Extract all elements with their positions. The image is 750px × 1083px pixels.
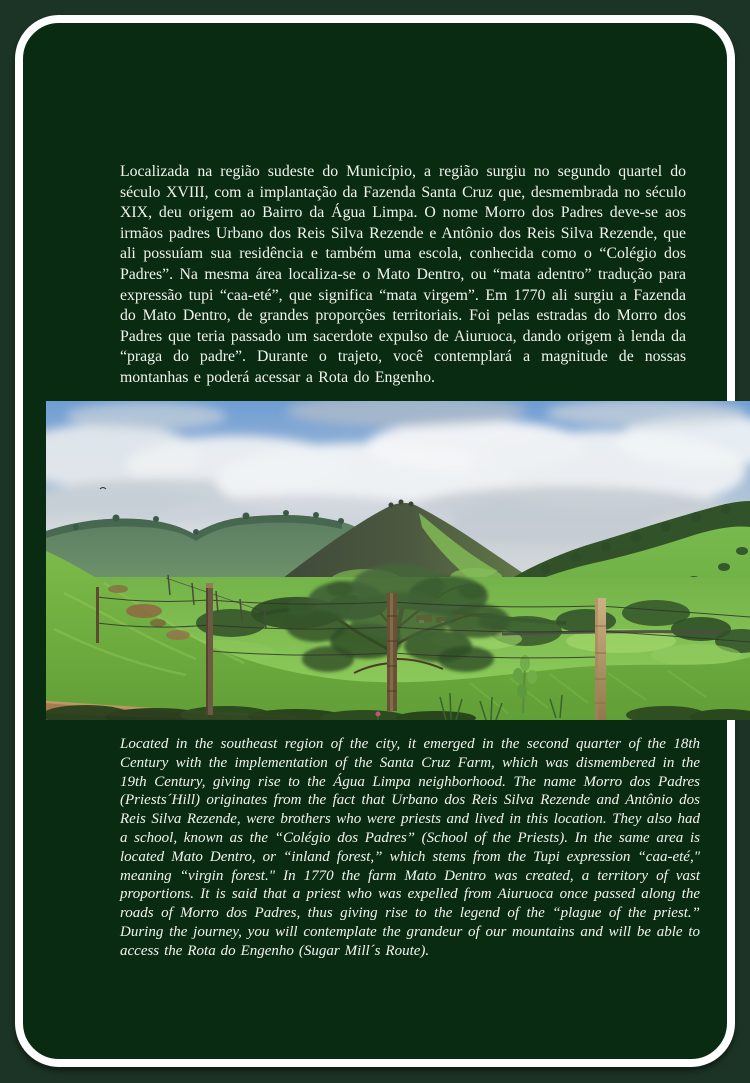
fence-stick <box>96 587 99 643</box>
intro-paragraph-pt: Localizada na região sudeste do Município, a região surgiu no segundo quartel do século XVIII, com a implantação da Fazenda Santa Cruz que, desmembrada no século XIX, deu origem ao Bairro da Água Limpa. O nome Morro dos Padres deve-se aos irmãos padres Urbano dos Reis Silva Rezende e Antônio dos Reis Silva Rezende, que ali possuíam sua residência e também uma escola, conhecida como o “Colégio dos Padres”. Na mesma área localiza-se o Mato Dentro, ou “mata adentro” tradução para expressão tupi “caa-eté”, que significa “mata virgem”. Em 1770 ali surgiu a Fazenda do Mato Dentro, de grandes proporções territoriais. Foi pelas estradas do Morro dos Padres que teria passado um sacerdote expulso de Aiuruoca, dando origem à lenda da “praga do padre”. Durante o trajeto, você contemplará a magnitude de nossas montanhas e poderá acessar a Rota do Engenho. <box>120 163 686 386</box>
landscape-illustration <box>46 401 750 720</box>
fence-post-right <box>595 598 606 720</box>
fence-post-left <box>206 583 213 715</box>
card-frame <box>15 15 735 1067</box>
landscape-photo <box>46 401 750 720</box>
fence-post-center <box>387 593 397 711</box>
translation-paragraph-en: Located in the southeast region of the city, it emerged in the second quarter of the 18th Century with the implementation of the Santa Cruz Farm, which was dismembered in the 19th Century, giving rise to the Água Limpa neighborhood. The name Morro dos Padres (Priests´Hill) originates from the fact that Urbano dos Reis Silva Rezende and Antônio dos Reis Silva Rezende, were brothers who were priests and lived in this location. They also had a school, known as the “Colégio dos Padres” (School of the Priests). In the same area is located Mato Dentro, or “inland forest,” which stems from the Tupi expression “caa-eté," meaning “virgin forest." In 1770 the farm Mato Dentro was created, a territory of vast proportions. It is said that a priest who was expelled from Aiuruoca once passed along the roads of Morro dos Padres, thus giving rise to the legend of the “plague of the priest.” During the journey, you will contemplate the grandeur of our mountains and will be able to access the Rota do Engenho (Sugar Mill´s Route). <box>120 736 700 959</box>
